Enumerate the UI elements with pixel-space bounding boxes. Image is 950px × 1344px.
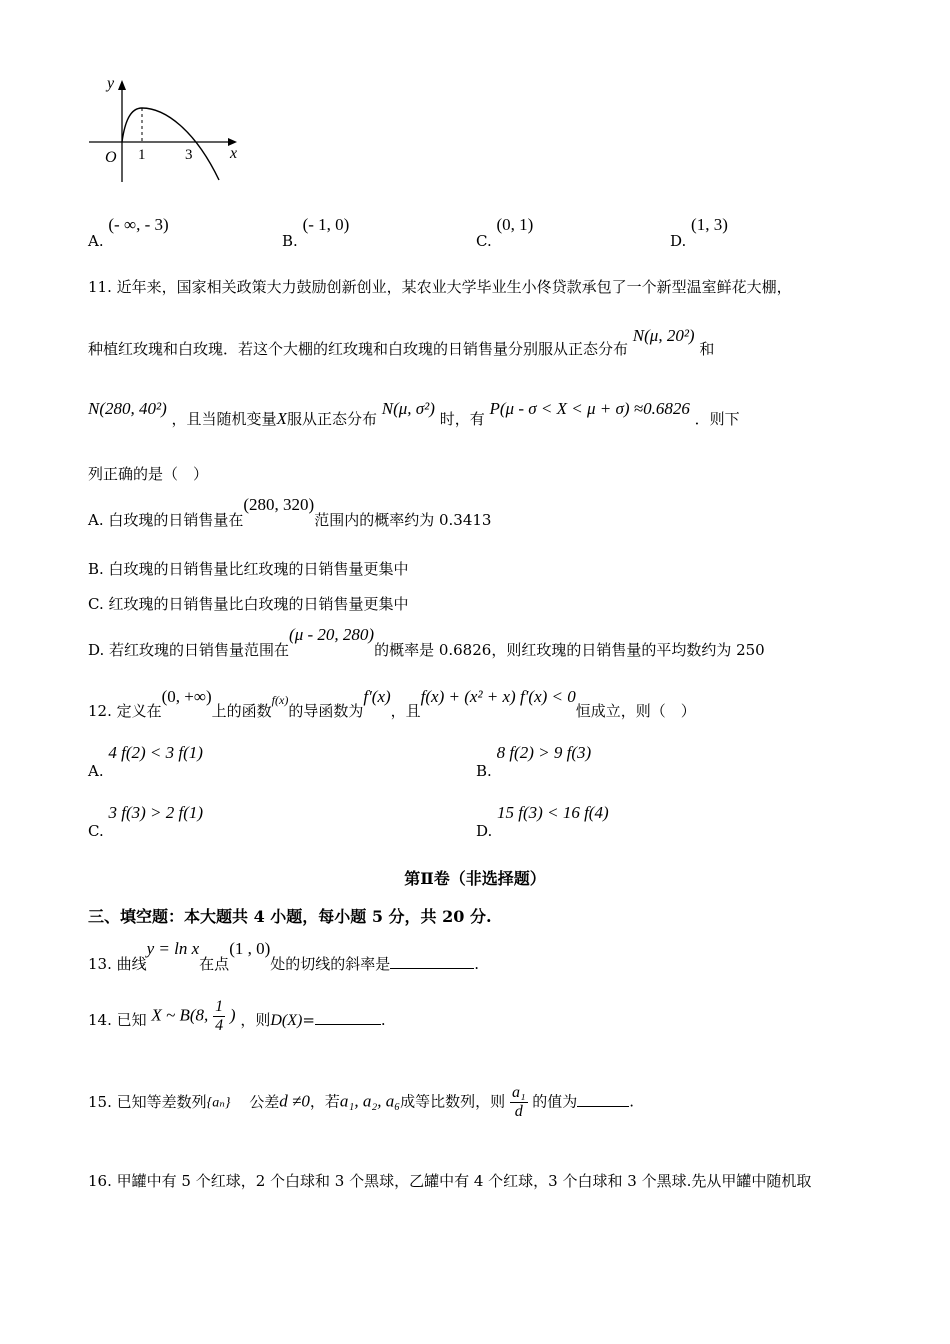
q14: 14. 已知 X ~ B(8, $\frac{1}{4}$ ) ，则D(X)= . (88, 998, 386, 1034)
q11-line1: 11. 近年来，国家相关政策大力鼓励创新创业，某农业大学毕业生小佟贷款承包了一个新型温室鲜花大棚， (88, 278, 792, 296)
q11-line2: 种植红玫瑰和白玫瑰．若这个大棚的红玫瑰和白玫瑰的日销售量分别服从正态分布 N(μ, 20²) 和 (88, 326, 715, 358)
tick-1-label: 1 (138, 147, 146, 163)
q10-option-c: C. (0, 1) (476, 215, 534, 250)
q11-option-a: A. 白玫瑰的日销售量在(280, 320)范围内的概率约为 0.3413 (88, 495, 492, 529)
q11-option-c: C. 红玫瑰的日销售量比白玫瑰的日销售量更集中 (88, 595, 409, 613)
tick-3-label: 3 (185, 147, 193, 163)
q10-option-a: A. (- ∞, - 3) (88, 215, 169, 250)
function-graph (85, 70, 250, 185)
q12-stem: 12. 定义在(0, +∞)上的函数f(x)的导函数为f′(x)，且f(x) + (x² + x) f′(x) < 0恒成立，则（ ） (88, 687, 696, 720)
y-label: y (107, 75, 115, 92)
q11-option-b: B. 白玫瑰的日销售量比红玫瑰的日销售量更集中 (88, 560, 409, 578)
curve (122, 108, 219, 180)
q11-line4: 列正确的是（ ） (88, 465, 209, 483)
q11-line3: N(280, 40²) ，且当随机变量X服从正态分布 N(μ, σ²) 时，有 P(μ - σ < X < μ + σ) ≈0.6826 ．则下 (88, 399, 740, 428)
q15: 15. 已知等差数列{aₙ} 公差d ≠0，若a₁, a₂, a₆成等比数列，则 $\frac{\text{a₁}}{d}$ 的值为 . (88, 1084, 635, 1120)
q12-option-d: D. 15 f(3) < 16 f(4) (476, 803, 609, 840)
section2-title: 第Ⅱ卷（非选择题） (404, 869, 546, 888)
origin-label: O (105, 149, 117, 166)
q14-fraction: $\frac{1}{4}$ (215, 998, 224, 1034)
q15-fraction: $\frac{\text{a₁}}{d}$ (511, 1084, 526, 1120)
q16: 16. 甲罐中有 5 个红球，2 个白球和 3 个黑球，乙罐中有 4 个红球，3 个白球和 3 个黑球.先从甲罐中随机取 (88, 1172, 812, 1190)
q12-option-c: C. 3 f(3) > 2 f(1) (88, 803, 204, 840)
q12-option-a: A. 4 f(2) < 3 f(1) (88, 743, 203, 780)
q10-option-b: B. (- 1, 0) (282, 215, 350, 250)
q14-answer-blank[interactable] (315, 1010, 381, 1025)
q15-answer-blank[interactable] (577, 1092, 629, 1107)
q11-option-d: D. 若红玫瑰的日销售量范围在(μ - 20, 280)的概率是 0.6826，则红玫瑰的日销售量的平均数约为 250 (88, 625, 765, 659)
section3-heading: 三、填空题：本大题共 4 小题，每小题 5 分，共 20 分. (88, 907, 492, 926)
x-label: x (230, 145, 238, 162)
q13: 13. 曲线y = ln x在点(1 , 0)处的切线的斜率是 . (88, 939, 480, 973)
y-axis-arrow (118, 80, 126, 90)
q10-option-d: D. (1, 3) (670, 215, 728, 250)
q13-answer-blank[interactable] (390, 954, 474, 969)
q12-option-b: B. 8 f(2) > 9 f(3) (476, 743, 592, 780)
